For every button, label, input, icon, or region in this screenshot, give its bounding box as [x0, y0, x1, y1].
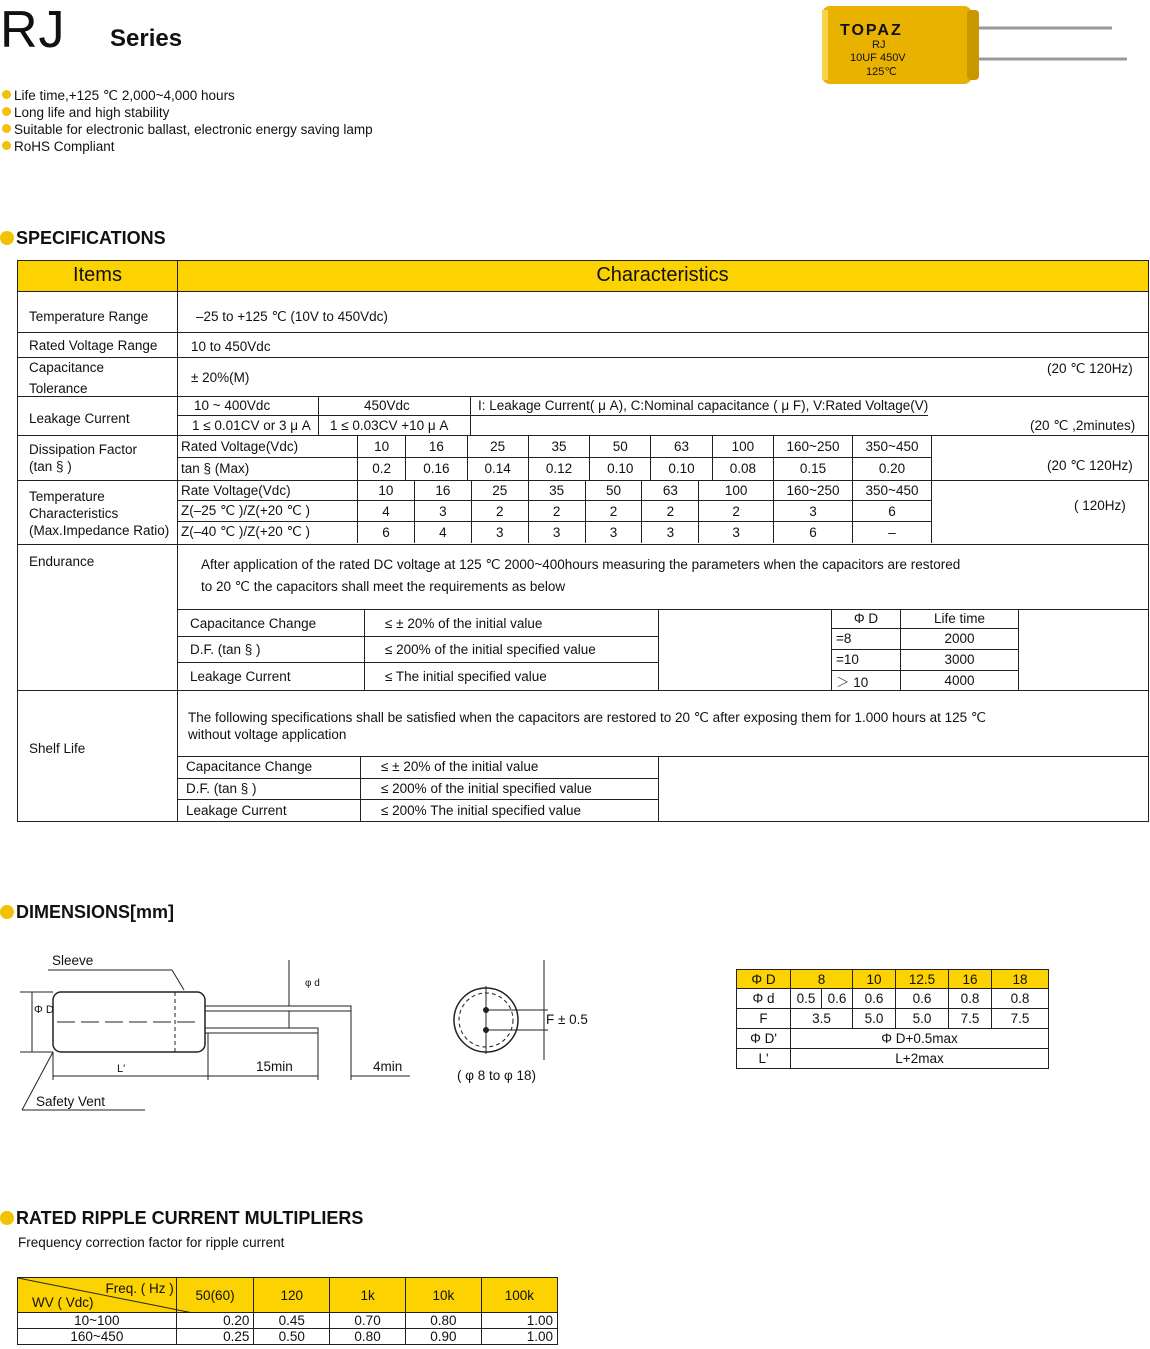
product-image [822, 6, 1132, 86]
table-cell: 350~450 [853, 481, 932, 501]
table-cell: ＞ 10 [832, 670, 901, 691]
bullet-icon [2, 90, 11, 99]
cap-tol-label-2: Tolerance [29, 381, 88, 396]
leakage-f1: 1 ≤ 0.01CV or 3 μ A [192, 418, 311, 433]
table-cell: 35 [528, 481, 585, 501]
table-cell: 0.80 [405, 1313, 481, 1329]
table-cell: 0.5 [791, 989, 822, 1009]
table-cell: 4 [358, 501, 415, 522]
freq-label: Freq. ( Hz ) [105, 1281, 174, 1296]
table-cell: Φ D [832, 609, 901, 628]
product-temp: 125℃ [866, 66, 897, 78]
table-cell: 3 [414, 501, 471, 522]
table-cell: 50 [590, 436, 651, 458]
table-cell: 0.10 [651, 458, 712, 480]
table-cell: 2 [471, 501, 528, 522]
df-table [177, 435, 932, 480]
bullet-icon [2, 141, 11, 150]
table-cell: 0.20 [853, 458, 932, 480]
table-cell: 4000 [901, 670, 1019, 691]
table-cell: 0.16 [406, 458, 467, 480]
table-cell: 0.90 [405, 1329, 481, 1345]
table-cell: 25 [471, 481, 528, 501]
phi-d-label: φ d [305, 978, 320, 989]
table-cell: 6 [774, 522, 853, 543]
table-cell: 10 [358, 481, 415, 501]
table-cell: 3.5 [791, 1009, 853, 1029]
table-cell: – [853, 522, 932, 543]
table-cell: Capacitance Change [177, 756, 361, 778]
leakage-f2: 1 ≤ 0.03CV +10 μ A [330, 418, 449, 433]
series-code: RJ [0, 1, 66, 59]
life-time-table [831, 609, 1019, 691]
table-cell: 16 [414, 481, 471, 501]
table-cell: 160~250 [774, 436, 853, 458]
tc-label-2: Characteristics [29, 506, 119, 521]
sleeve-label: Sleeve [52, 953, 94, 968]
table-cell: 0.08 [712, 458, 773, 480]
table-cell: 0.10 [590, 458, 651, 480]
bullet-icon [0, 231, 14, 245]
table-cell: Φ D+0.5max [791, 1029, 1049, 1049]
table-cell: 0.12 [528, 458, 589, 480]
table-cell: ≤ ± 20% of the initial value [361, 756, 659, 778]
table-cell: 0.25 [176, 1329, 254, 1345]
tc-condition: ( 120Hz) [1074, 498, 1126, 513]
table-cell: tan § (Max) [177, 458, 358, 480]
bullet-icon [2, 124, 11, 133]
table-cell: 0.6 [853, 989, 896, 1009]
df-label-2: (tan § ) [29, 459, 72, 474]
table-cell: 3000 [901, 649, 1019, 670]
ripple-subtitle: Frequency correction factor for ripple current [18, 1235, 285, 1250]
table-cell: 160~450 [18, 1329, 177, 1345]
col-chars-header: Characteristics [596, 264, 729, 286]
table-cell: Φ D [737, 970, 791, 989]
endurance-label: Endurance [29, 554, 95, 569]
table-cell: 63 [651, 436, 712, 458]
bullet-icon [0, 905, 14, 919]
specs-title: SPECIFICATIONS [0, 228, 166, 249]
table-cell: ≤ 200% The initial specified value [361, 799, 659, 821]
table-cell: Leakage Current [177, 799, 361, 821]
table-cell: ≤ 200% of the initial specified value [365, 637, 659, 663]
shelf-text-1: The following specifications shall be satisfied when the capacitors are restored to 20 ℃ after exposing them for 1.000 hours at 125 ℃ [188, 710, 987, 725]
leakage-label: Leakage Current [29, 411, 130, 426]
dimensions-title: DIMENSIONS[mm] [0, 902, 174, 923]
table-cell: 0.8 [992, 989, 1049, 1009]
min15-label: 15min [256, 1059, 293, 1074]
wv-label: WV ( Vdc) [32, 1295, 94, 1310]
table-cell: 7.5 [949, 1009, 992, 1029]
table-cell: 50(60) [176, 1278, 254, 1313]
endurance-req-table [177, 609, 659, 690]
tc-table [177, 480, 932, 543]
table-cell: D.F. (tan § ) [177, 637, 365, 663]
table-cell: 2 [528, 501, 585, 522]
table-cell: 0.2 [358, 458, 406, 480]
leakage-v1: 10 ~ 400Vdc [194, 398, 271, 413]
product-brand: TOPAZ [840, 22, 903, 39]
table-cell: 120 [254, 1278, 330, 1313]
safety-vent-label: Safety Vent [36, 1094, 106, 1109]
table-cell: 3 [699, 522, 774, 543]
table-cell: 3 [528, 522, 585, 543]
bullet-icon [0, 1211, 14, 1225]
temp-range-label: Temperature Range [29, 309, 149, 324]
df-label-1: Dissipation Factor [29, 442, 138, 457]
table-cell: 0.45 [254, 1313, 330, 1329]
table-cell: 2 [699, 501, 774, 522]
table-cell: 35 [528, 436, 589, 458]
table-cell: 0.20 [176, 1313, 254, 1329]
voltage-range-label: Rated Voltage Range [29, 338, 158, 353]
table-cell: 0.50 [254, 1329, 330, 1345]
table-cell: 4 [414, 522, 471, 543]
voltage-range-value: 10 to 450Vdc [191, 339, 271, 354]
table-cell: Φ d [737, 989, 791, 1009]
cap-tol-label-1: Capacitance [29, 360, 105, 375]
table-cell: 0.14 [467, 458, 528, 480]
table-cell: =10 [832, 649, 901, 670]
leakage-condition: (20 ℃ ,2minutes) [1030, 418, 1136, 433]
table-cell: Φ D' [737, 1029, 791, 1049]
table-cell: 0.6 [822, 989, 853, 1009]
product-code: RJ [872, 39, 886, 51]
table-cell: 0.6 [896, 989, 949, 1009]
table-cell: 6 [358, 522, 415, 543]
table-cell: 10 [358, 436, 406, 458]
leakage-v2: 450Vdc [364, 398, 410, 413]
table-cell: 8 [791, 970, 853, 989]
table-cell: 2 [642, 501, 699, 522]
table-cell: 6 [853, 501, 932, 522]
feature-item: Suitable for electronic ballast, electronic energy saving lamp [2, 122, 373, 137]
table-cell: 16 [949, 970, 992, 989]
cap-tol-condition: (20 ℃ 120Hz) [1047, 361, 1133, 376]
dimension-drawing [0, 940, 620, 1120]
col-items-header: Items [73, 264, 122, 286]
product-rating: 10UF 450V [850, 52, 906, 64]
table-cell: 10~100 [18, 1313, 177, 1329]
table-cell: Capacitance Change [177, 610, 365, 637]
table-cell: 0.8 [949, 989, 992, 1009]
table-cell: 7.5 [992, 1009, 1049, 1029]
table-cell: 12.5 [896, 970, 949, 989]
cap-tol-value: ± 20%(M) [191, 370, 250, 385]
feature-item: Long life and high stability [2, 105, 169, 120]
table-cell: ≤ ± 20% of the initial value [365, 610, 659, 637]
table-cell: Z(–25 ℃ )/Z(+20 ℃ ) [177, 501, 358, 522]
shelf-label: Shelf Life [29, 741, 86, 756]
table-cell: Rated Voltage(Vdc) [177, 436, 358, 458]
table-cell: 160~250 [774, 481, 853, 501]
table-cell: 100k [481, 1278, 557, 1313]
table-cell: ≤ The initial specified value [365, 663, 659, 690]
table-cell: 100 [699, 481, 774, 501]
leakage-note: I: Leakage Current( μ A), C:Nominal capacitance ( μ F), V:Rated Voltage(V) [478, 398, 929, 413]
table-cell: 3 [642, 522, 699, 543]
table-cell [18, 1278, 177, 1313]
table-cell: 1k [330, 1278, 406, 1313]
table-cell: 0.80 [330, 1329, 406, 1345]
dimension-table [736, 969, 1049, 1069]
table-cell: ≤ 200% of the initial specified value [361, 778, 659, 799]
tc-label-3: (Max.Impedance Ratio) [29, 523, 170, 538]
table-cell: 5.0 [896, 1009, 949, 1029]
endurance-text-2: to 20 ℃ the capacitors shall meet the requirements as below [201, 579, 566, 594]
table-cell: 18 [992, 970, 1049, 989]
table-cell: 3 [585, 522, 642, 543]
table-cell: 2 [585, 501, 642, 522]
table-cell: 50 [585, 481, 642, 501]
table-cell: 2000 [901, 628, 1019, 649]
table-cell: D.F. (tan § ) [177, 778, 361, 799]
table-cell: 0.15 [774, 458, 853, 480]
feature-item: Life time,+125 ℃ 2,000~4,000 hours [2, 88, 235, 104]
ripple-table [17, 1277, 558, 1345]
table-cell: 10 [853, 970, 896, 989]
table-cell: L' [737, 1049, 791, 1069]
table-cell: L+2max [791, 1049, 1049, 1069]
table-cell: 5.0 [853, 1009, 896, 1029]
shelf-text-2: without voltage application [188, 727, 347, 742]
table-cell: =8 [832, 628, 901, 649]
table-cell: 1.00 [481, 1313, 557, 1329]
temp-range-value: –25 to +125 ℃ (10V to 450Vdc) [196, 309, 388, 324]
table-cell: 25 [467, 436, 528, 458]
ripple-title: RATED RIPPLE CURRENT MULTIPLIERS [0, 1208, 363, 1229]
table-cell: Leakage Current [177, 663, 365, 690]
df-condition: (20 ℃ 120Hz) [1047, 458, 1133, 473]
table-cell: 1.00 [481, 1329, 557, 1345]
min4-label: 4min [373, 1059, 403, 1074]
series-word: Series [110, 25, 183, 52]
table-cell: Rate Voltage(Vdc) [177, 481, 358, 501]
table-cell: Z(–40 ℃ )/Z(+20 ℃ ) [177, 522, 358, 543]
table-cell: 10k [405, 1278, 481, 1313]
bullet-icon [2, 107, 11, 116]
table-cell: 3 [471, 522, 528, 543]
phi-D-label: Φ D [34, 1004, 54, 1016]
table-cell: 100 [712, 436, 773, 458]
diameter-range-label: ( φ 8 to φ 18) [457, 1068, 537, 1083]
feature-item: RoHS Compliant [2, 139, 115, 154]
endurance-text-1: After application of the rated DC voltage at 125 ℃ 2000~400hours measuring the parameters when the capacitors are restored [201, 557, 961, 572]
tc-label-1: Temperature [29, 489, 105, 504]
L-label: L' [117, 1063, 126, 1075]
table-cell: 0.70 [330, 1313, 406, 1329]
table-cell: F [737, 1009, 791, 1029]
table-cell: 350~450 [853, 436, 932, 458]
table-cell: 63 [642, 481, 699, 501]
shelf-req-table [177, 756, 659, 821]
F-label: F ± 0.5 [546, 1012, 588, 1027]
table-cell: Life time [901, 609, 1019, 628]
specs-table [17, 260, 1149, 822]
table-cell: 3 [774, 501, 853, 522]
table-cell: 16 [406, 436, 467, 458]
